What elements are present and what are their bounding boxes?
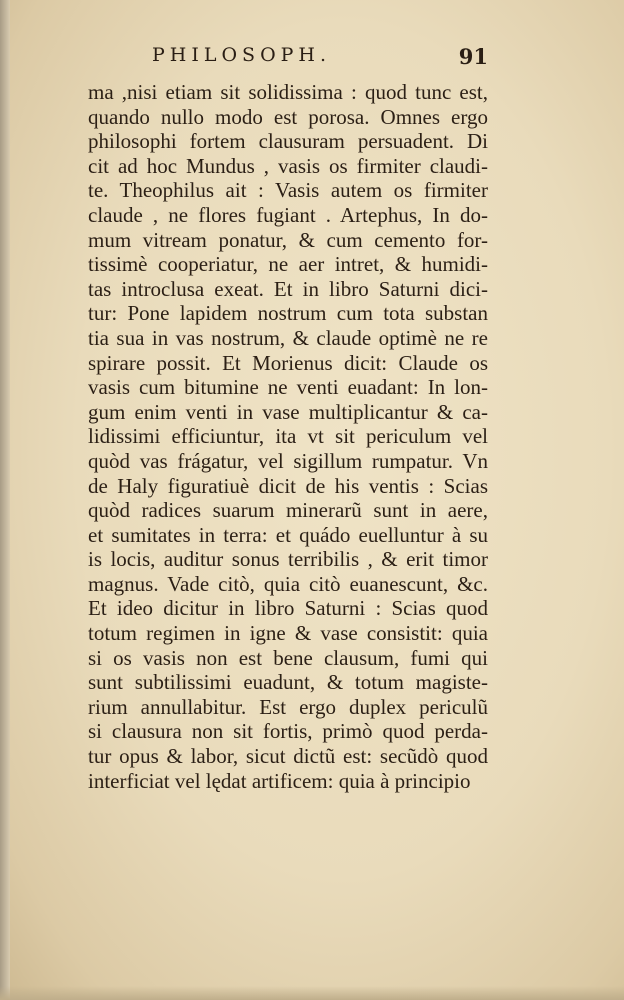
page-header [90, 44, 488, 74]
text-line: philosophi fortem clausuram persuadent. Di [88, 129, 488, 154]
text-line: tur opus & labor, sicut dictũ est: secũdò quod [88, 744, 488, 769]
body-text [88, 80, 488, 793]
text-line: quando nullo modo est porosa. Omnes ergo [88, 104, 488, 129]
running-head: PHILOSOPH. [152, 44, 332, 66]
text-line: is locis, auditur sonus terribilis , & erit timor [88, 547, 488, 572]
text-line: sunt subtilissimi euadunt, & totum magiste- [88, 670, 488, 695]
text-line: mum vitream ponatur, & cum cemento for- [88, 227, 488, 252]
page-edge-shadow [0, 0, 10, 1000]
text-line: tas introclusa exeat. Et in libro Saturni dici- [88, 276, 488, 301]
text-line: claude , ne flores fugiant . Artephus, In do- [88, 202, 488, 227]
text-line: lidissimi efficiuntur, ita vt sit periculum vel [88, 424, 488, 449]
text-line: ma ,nisi etiam sit solidissima : quod tunc est, [88, 80, 488, 104]
page-number: 91 [458, 44, 488, 69]
page-bottom-shadow [0, 986, 624, 1000]
text-line: de Haly figuratiuè dicit de his ventis : Scias [88, 473, 488, 498]
text-line: vasis cum bitumine ne venti euadant: In lon- [88, 375, 488, 400]
text-line: totum regimen in igne & vase consistit: quia [88, 621, 488, 646]
text-line: tissimè cooperiatur, ne aer intret, & humidi- [88, 252, 488, 277]
text-line: si os vasis non est bene clausum, fumi qui [88, 645, 488, 670]
text-line: te. Theophilus ait : Vasis autem os firmiter [88, 178, 488, 203]
text-line: et sumitates in terra: et quádo euelluntur à su [88, 522, 488, 547]
text-line: tia sua in vas nostrum, & claude optimè ne re [88, 325, 488, 350]
text-line: interficiat vel lędat artificem: quia à principio [88, 768, 471, 793]
text-line: quòd vas frágatur, vel sigillum rumpatur. Vn [88, 448, 488, 473]
text-line: spirare possit. Et Morienus dicit: Claude os [88, 350, 488, 375]
text-line: si clausura non sit fortis, primò quod perda- [88, 719, 488, 744]
text-line: cit ad hoc Mundus , vasis os firmiter claudi- [88, 153, 488, 178]
text-line: quòd radices suarum minerarũ sunt in aere, [88, 498, 488, 523]
text-line: Et ideo dicitur in libro Saturni : Scias quod [88, 596, 488, 621]
text-line: tur: Pone lapidem nostrum cum tota substan [88, 301, 488, 326]
text-line: magnus. Vade citò, quia citò euanescunt, &c. [88, 571, 488, 596]
text-line: rium annullabitur. Est ergo duplex periculũ [88, 694, 488, 719]
text-line: gum enim venti in vase multiplicantur & ca- [88, 399, 488, 424]
